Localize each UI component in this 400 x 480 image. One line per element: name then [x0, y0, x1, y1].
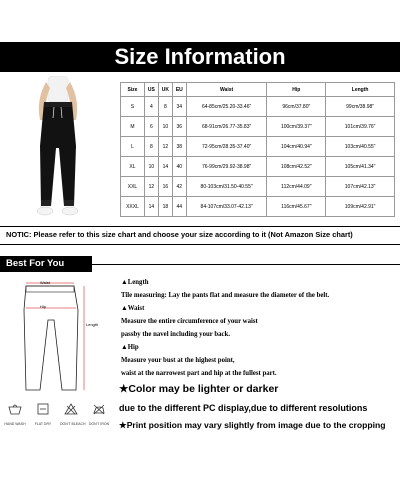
- size-table: [120, 82, 395, 217]
- care-label: HAND WASH: [4, 422, 26, 426]
- cell-length: 107cm/42.13": [326, 177, 395, 197]
- cell-length: 101cm/39.76": [326, 117, 395, 137]
- divider: [0, 226, 400, 227]
- diagram-label-waist: Waist: [40, 280, 50, 285]
- cell-waist: 84-107cm/33.07-42.13": [186, 197, 267, 217]
- table-row: [121, 197, 395, 217]
- cell-uk: 10: [158, 117, 172, 137]
- cell-length: 105cm/41.34": [326, 157, 395, 177]
- diagram-label-length: Length: [86, 322, 99, 327]
- cell-length: 99cm/38.98": [326, 97, 395, 117]
- care-item: [32, 402, 54, 427]
- care-icons: [4, 402, 120, 442]
- header-uk: UK: [158, 83, 172, 97]
- cell-eu: 36: [172, 117, 186, 137]
- waist-text-1: Measure the entire circumference of your waist: [121, 318, 258, 325]
- cell-us: 6: [144, 117, 158, 137]
- cell-waist: 72-95cm/28.35-37.40": [186, 137, 267, 157]
- cell-us: 14: [144, 197, 158, 217]
- waist-text-2: passby the navel including your back.: [121, 331, 231, 338]
- length-text: Tile measuring: Lay the pants flat and measure the diameter of the belt.: [121, 292, 330, 299]
- cell-size: XXL: [121, 177, 145, 197]
- print-note: ★Print position may vary slightly from image due to the cropping: [119, 420, 386, 430]
- care-item: [60, 402, 86, 427]
- color-note-2: due to the different PC display,due to different resolutions: [119, 403, 368, 413]
- header-hip: Hip: [267, 83, 326, 97]
- cell-waist: 64-85cm/25.20-33.46": [186, 97, 267, 117]
- care-label: DON'T BLEACH: [60, 422, 86, 426]
- table-row: [121, 117, 395, 137]
- flat-dry-icon: [37, 403, 49, 415]
- cell-length: 103cm/40.55": [326, 137, 395, 157]
- care-item: [4, 402, 26, 427]
- table-row: [121, 97, 395, 117]
- cell-hip: 116cm/45.67": [267, 197, 326, 217]
- cell-waist: 68-91cm/26.77-35.83": [186, 117, 267, 137]
- hip-text-1: Measure your bust at the highest point,: [121, 357, 235, 364]
- cell-eu: 38: [172, 137, 186, 157]
- cell-uk: 12: [158, 137, 172, 157]
- header-eu: EU: [172, 83, 186, 97]
- cell-size: L: [121, 137, 145, 157]
- table-row: [121, 177, 395, 197]
- waist-heading: ▲Waist: [121, 305, 145, 312]
- care-label: DON'T IRON: [88, 422, 110, 426]
- notice-text: NOTIC: Please refer to this size chart and choose your size according to it (Not Amazon Size chart): [6, 230, 353, 239]
- no-bleach-icon: [64, 403, 78, 415]
- length-heading: ▲Length: [121, 279, 149, 286]
- cell-size: XXXL: [121, 197, 145, 217]
- divider: [92, 264, 400, 265]
- cell-hip: 104cm/40.94": [267, 137, 326, 157]
- cell-uk: 18: [158, 197, 172, 217]
- care-label: FLAT DRY: [34, 422, 52, 426]
- cell-us: 12: [144, 177, 158, 197]
- cell-hip: 112cm/44.09": [267, 177, 326, 197]
- cell-us: 4: [144, 97, 158, 117]
- page-title: Size Information: [114, 44, 286, 69]
- cell-uk: 14: [158, 157, 172, 177]
- header-length: Length: [326, 83, 395, 97]
- divider: [0, 244, 400, 245]
- cell-hip: 108cm/42.52": [267, 157, 326, 177]
- hip-text-2: waist at the narrowest part and hip at the fullest part.: [121, 370, 277, 377]
- header-waist: Waist: [186, 83, 267, 97]
- cell-size: S: [121, 97, 145, 117]
- cell-uk: 8: [158, 97, 172, 117]
- cell-eu: 34: [172, 97, 186, 117]
- hand-wash-icon: [8, 403, 22, 415]
- cell-uk: 16: [158, 177, 172, 197]
- care-item: [88, 402, 110, 427]
- cell-hip: 96cm/37.80": [267, 97, 326, 117]
- cell-us: 8: [144, 137, 158, 157]
- no-iron-icon: [92, 403, 106, 415]
- header-size: Size: [121, 83, 145, 97]
- cell-hip: 100cm/39.37": [267, 117, 326, 137]
- cell-size: M: [121, 117, 145, 137]
- pants-diagram: [4, 280, 109, 400]
- hip-heading: ▲Hip: [121, 344, 139, 351]
- model-photo: [6, 76, 111, 224]
- header-us: US: [144, 83, 158, 97]
- table-row: [121, 137, 395, 157]
- table-row: [121, 157, 395, 177]
- cell-length: 109cm/42.91": [326, 197, 395, 217]
- cell-eu: 42: [172, 177, 186, 197]
- cell-size: XL: [121, 157, 145, 177]
- cell-eu: 40: [172, 157, 186, 177]
- cell-eu: 44: [172, 197, 186, 217]
- best-for-you-heading: Best For You: [6, 258, 65, 269]
- cell-us: 10: [144, 157, 158, 177]
- cell-waist: 76-99cm/29.92-38.98": [186, 157, 267, 177]
- diagram-label-hip: Hip: [40, 304, 47, 309]
- cell-waist: 80-103cm/31.50-40.55": [186, 177, 267, 197]
- table-header-row: [121, 83, 395, 97]
- color-note: ★Color may be lighter or darker: [119, 383, 279, 395]
